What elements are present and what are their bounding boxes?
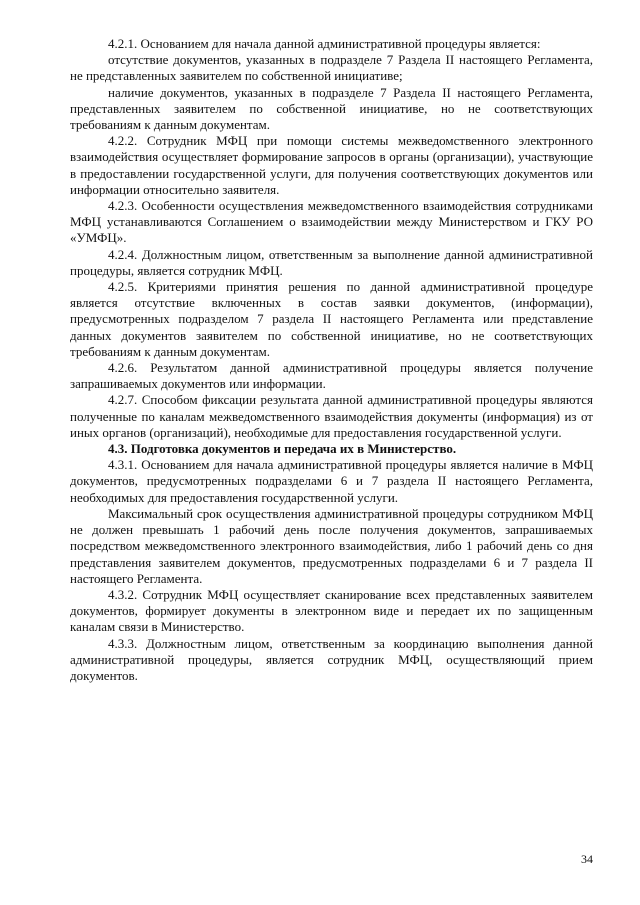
section-heading-4-3: 4.3. Подготовка документов и передача их в Министерство. <box>108 441 457 457</box>
paragraph-4-2-1: 4.2.1. Основанием для начала данной административной процедуры является: <box>108 36 541 51</box>
paragraph-list-item-presence: наличие документов, указанных в подразделе 7 Раздела II настоящего Регламента, представленных заявителем по собственной инициативе, но не соответствующих требованиям к данным документам. <box>70 84 593 133</box>
paragraph-list-item-absence: отсутствие документов, указанных в подразделе 7 Раздела II настоящего Регламента, не представленных заявителем по собственной инициативе; <box>70 52 593 84</box>
paragraph-4-2-5: 4.2.5. Критериями принятия решения по данной административной процедуре является отсутствие включенных в состав заявки документов, (информации), предусмотренных подразделом 7 раздела II настоящего Регламента или представление данных документов заявителем по собственной инициативе, но не соответствующих требованиям к данным документам. <box>70 279 593 359</box>
paragraph-max-term: Максимальный срок осуществления административной процедуры сотрудником МФЦ не должен превышать 1 рабочий день после получения документов, запрашиваемых посредством межведомственного электронного взаимодействия, либо 1 рабочий день со дня представления заявителем документов, предусмотренных подразделами 6 и 7 раздела II настоящего Регламента. <box>70 505 593 586</box>
paragraph-4-2-2: 4.2.2. Сотрудник МФЦ при помощи системы межведомственного электронного взаимодействия осуществляет формирование запросов в органы (организации), участвующие в предоставлении государственной услуги, для получения соответствующих документов или информации относительно заявителя. <box>70 133 593 197</box>
paragraph-4-2-6: 4.2.6. Результатом данной административной процедуры является получение запрашиваемых документов или информации. <box>70 360 593 392</box>
paragraph-4-3-3: 4.3.3. Должностным лицом, ответственным за координацию выполнения данной административной процедуры, является сотрудник МФЦ, осуществляющий прием документов. <box>70 635 593 683</box>
paragraph-4-2-3: 4.2.3. Особенности осуществления межведомственного взаимодействия сотрудниками МФЦ устанавливаются Соглашением о взаимодействии между Министерством и ГКУ РО «УМФЦ». <box>70 198 593 246</box>
paragraph-4-2-7: 4.2.7. Способом фиксации результата данной административной процедуры являются полученные по каналам межведомственного взаимодействия документы (информация) из от иных органов (организаций), необходимые для предоставления государственной услуги. <box>70 392 593 440</box>
paragraph-4-2-4: 4.2.4. Должностным лицом, ответственным за выполнение данной административной процедуры, является сотрудник МФЦ. <box>70 246 593 278</box>
paragraph-4-3-1: 4.3.1. Основанием для начала административной процедуры является наличие в МФЦ документов, предусмотренных подразделами 6 и 7 раздела II настоящего Регламента, необходимых для предоставления государственной услуги. <box>70 457 593 505</box>
page-number: 34 <box>581 852 593 866</box>
paragraph-4-3-2: 4.3.2. Сотрудник МФЦ осуществляет сканирование всех представленных заявителем документов, формирует документы в электронном виде и передает их по защищенным каналам связи в Министерство. <box>70 586 593 635</box>
